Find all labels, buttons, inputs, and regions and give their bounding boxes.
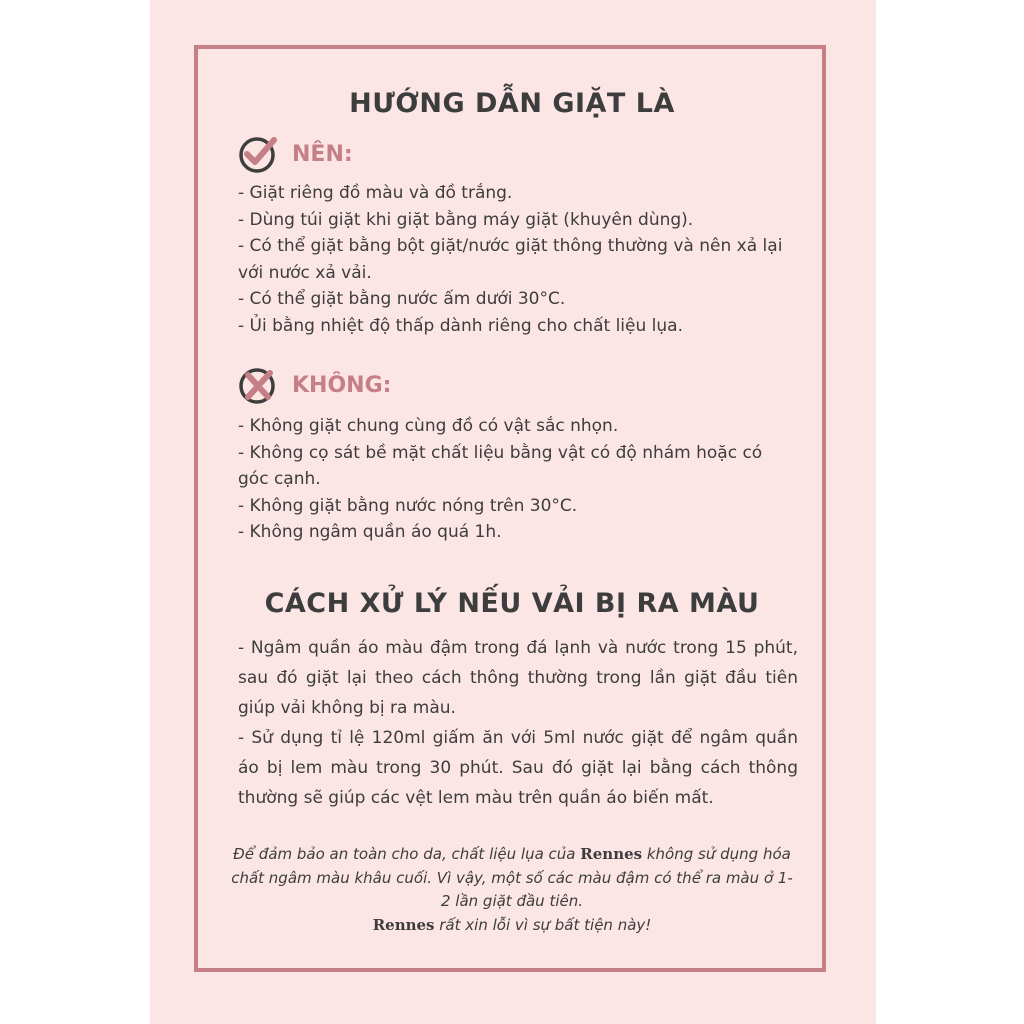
check-circle-icon xyxy=(238,134,278,174)
list-item: - Ủi bằng nhiệt độ thấp dành riêng cho chất liệu lụa. xyxy=(238,315,683,336)
note-text: không sử dụng hóa chất ngâm màu khâu cuối. Vì vậy, một số các màu đậm có thể ra màu ở 1-2 lần giặt đầu tiên. xyxy=(231,845,793,910)
should-not-list xyxy=(238,413,798,546)
list-item: - Không giặt chung cùng đồ có vật sắc nhọn. xyxy=(238,416,619,436)
list-item: - Dùng túi giặt khi giặt bằng máy giặt (khuyên dùng). xyxy=(238,209,694,230)
fix-list xyxy=(238,633,798,813)
brand-note xyxy=(230,843,794,937)
list-item: - Giặt riêng đồ màu và đồ trắng. xyxy=(238,183,513,203)
list-item: - Ngâm quần áo màu đậm trong đá lạnh và nước trong 15 phút, sau đó giặt lại theo cách thông thường trong lần giặt đầu tiên giúp vải không bị ra màu. xyxy=(238,638,798,718)
brand-name: Rennes xyxy=(580,845,643,863)
brand-name: Rennes xyxy=(372,915,435,934)
note-text: Để đảm bảo an toàn cho da, chất liệu lụa của xyxy=(233,845,581,863)
list-item: - Không ngâm quần áo quá 1h. xyxy=(238,522,502,542)
list-item: - Sử dụng tỉ lệ 120ml giấm ăn với 5ml nước giặt để ngâm quần áo bị lem màu trong 30 phút. Sau đó giặt lại bằng cách thông thường sẽ giúp các vệt lem màu trên quần áo biến mất. xyxy=(238,728,798,808)
should-not-heading xyxy=(238,365,391,405)
list-item: - Không cọ sát bề mặt chất liệu bằng vật có độ nhám hoặc có góc cạnh. xyxy=(238,442,763,489)
should-list xyxy=(238,180,798,339)
list-item: - Có thể giặt bằng nước ấm dưới 30°C. xyxy=(238,289,566,309)
list-item: - Có thể giặt bằng bột giặt/nước giặt thông thường và nên xả lại với nước xả vải. xyxy=(238,236,783,283)
should-not-heading-label: KHÔNG: xyxy=(292,372,392,398)
should-heading xyxy=(238,134,353,174)
list-item: - Không giặt bằng nước nóng trên 30°C. xyxy=(238,495,578,516)
x-circle-icon xyxy=(238,365,278,405)
page-title: HƯỚNG DẪN GIẶT LÀ xyxy=(349,88,675,119)
note-text: rất xin lỗi vì sự bất tiện này! xyxy=(434,915,652,934)
should-heading-label: NÊN: xyxy=(292,141,353,167)
fix-title: CÁCH XỬ LÝ NẾU VẢI BỊ RA MÀU xyxy=(264,588,760,619)
